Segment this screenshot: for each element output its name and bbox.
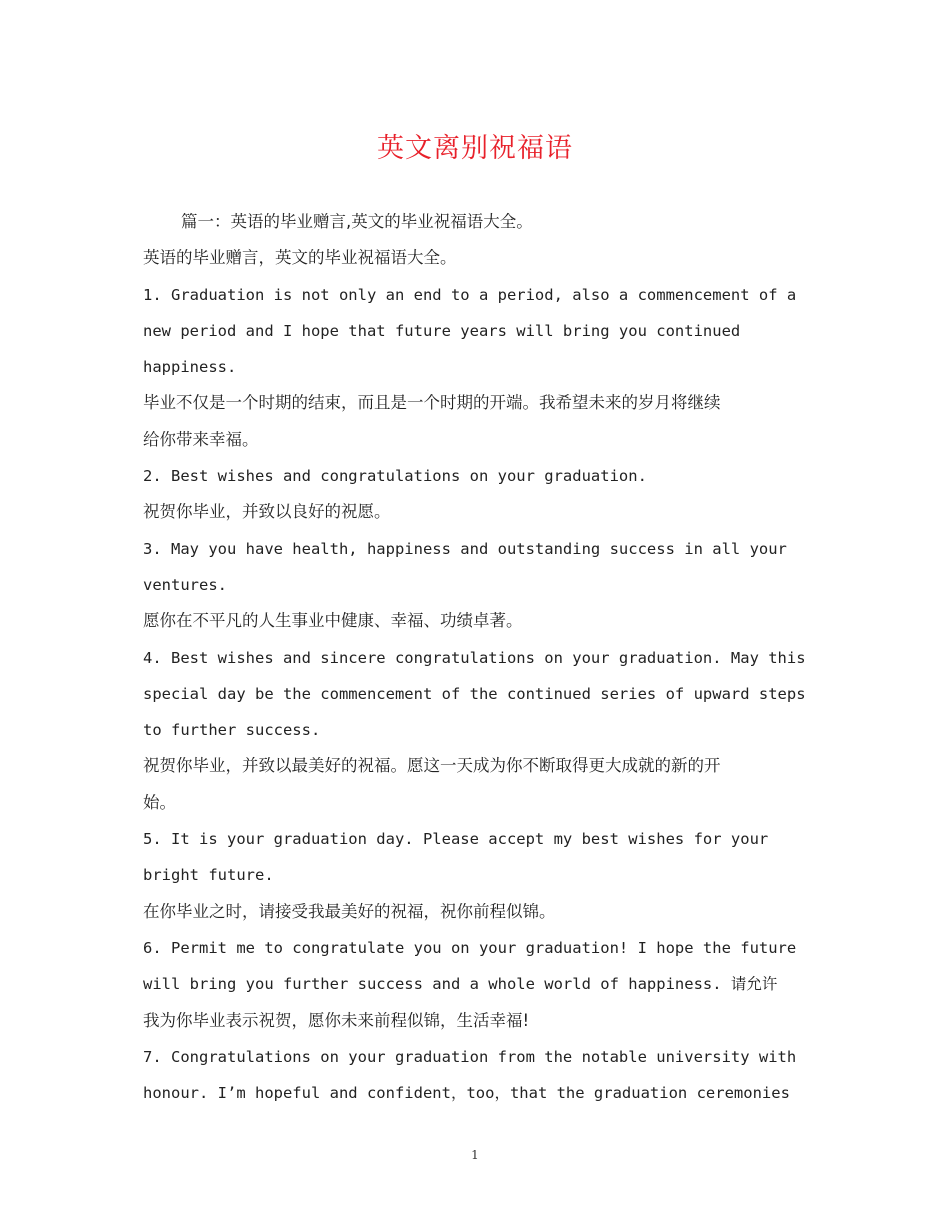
text-line: 毕业不仅是一个时期的结束，而且是一个时期的开端。我希望未来的岁月将继续 bbox=[143, 393, 721, 413]
text-line: 我为你毕业表示祝贺，愿你未来前程似锦，生活幸福! bbox=[143, 1010, 530, 1030]
text-line: 3. May you have health, happiness and outstanding success in all your bbox=[143, 539, 787, 558]
text-line: 给你带来幸福。 bbox=[143, 429, 259, 449]
text-line: 6. Permit me to congratulate you on your graduation! I hope the future bbox=[143, 938, 797, 957]
text-line: 始。 bbox=[143, 792, 176, 812]
text-line: 愿你在不平凡的人生事业中健康、幸福、功绩卓著。 bbox=[143, 611, 523, 631]
text-line: to further success. bbox=[143, 721, 321, 740]
text-line: 英语的毕业赠言，英文的毕业祝福语大全。 bbox=[143, 248, 457, 268]
text-line: 1. Graduation is not only an end to a period, also a commencement of a bbox=[143, 285, 797, 304]
text-line: 2. Best wishes and congratulations on your graduation. bbox=[143, 467, 647, 486]
document-title: 英文离别祝福语 bbox=[377, 133, 573, 164]
text-line: ventures. bbox=[143, 575, 227, 594]
text-line: will bring you further success and a whole world of happiness. 请允许 bbox=[143, 975, 778, 994]
text-line: bright future. bbox=[143, 866, 274, 885]
text-line: happiness. bbox=[143, 358, 237, 377]
text-line: 祝贺你毕业，并致以最美好的祝福。愿这一天成为你不断取得更大成就的新的开 bbox=[143, 756, 721, 776]
text-line: 篇一：英语的毕业赠言,英文的毕业祝福语大全。 bbox=[181, 212, 533, 231]
text-line: 在你毕业之时，请接受我最美好的祝福，祝你前程似锦。 bbox=[143, 901, 556, 921]
text-line: 7. Congratulations on your graduation from the notable university with bbox=[143, 1047, 797, 1066]
text-line: new period and I hope that future years will bring you continued bbox=[143, 321, 741, 340]
page-number: 1 bbox=[471, 1148, 479, 1162]
text-line: 4. Best wishes and sincere congratulations on your graduation. May this bbox=[143, 648, 806, 667]
text-line: honour. I’m hopeful and confident，too，that the graduation ceremonies bbox=[143, 1084, 790, 1103]
text-line: special day be the commencement of the continued series of upward steps bbox=[143, 684, 806, 703]
document-body bbox=[143, 204, 811, 1111]
text-line: 5. It is your graduation day. Please accept my best wishes for your bbox=[143, 830, 769, 849]
text-line: 祝贺你毕业，并致以良好的祝愿。 bbox=[143, 502, 391, 522]
